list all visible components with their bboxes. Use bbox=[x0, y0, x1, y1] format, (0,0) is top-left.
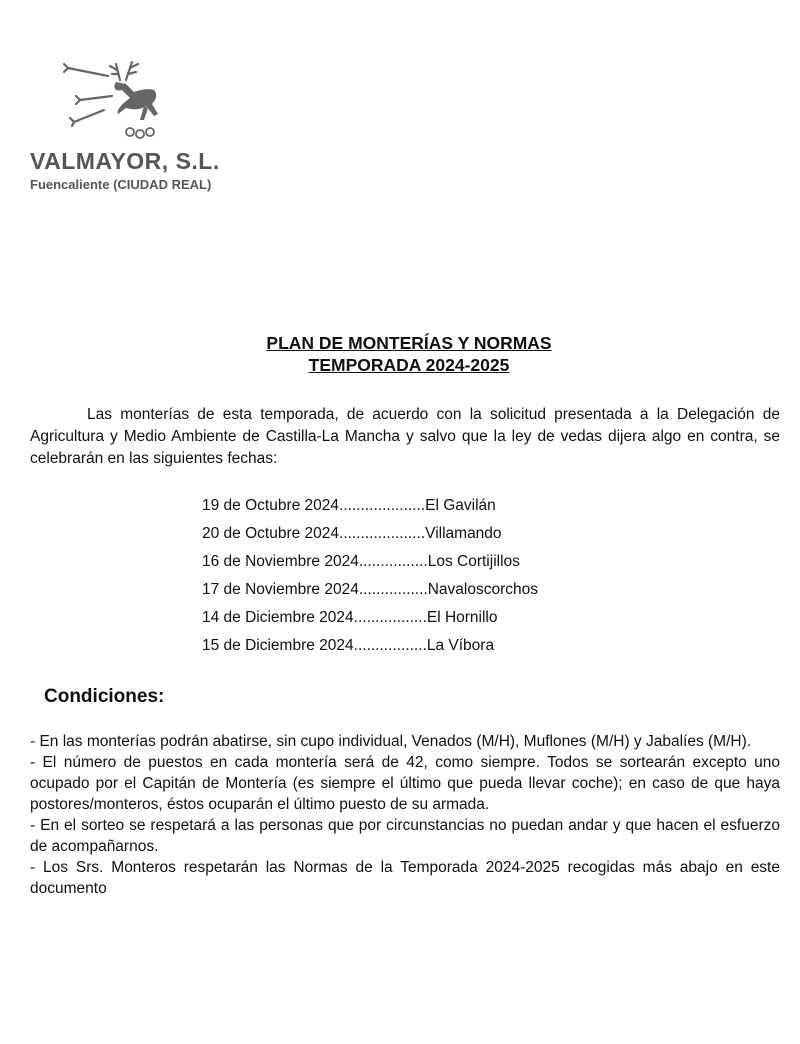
condition-item: - En las monterías podrán abatirse, sin cupo individual, Venados (M/H), Muflones (M/H) y Jabalíes (M/H). bbox=[30, 733, 752, 750]
list-item: 19 de Octubre 2024....................El Gavilán bbox=[202, 497, 496, 514]
list-item: 20 de Octubre 2024....................Villamando bbox=[202, 525, 502, 542]
hunt-dates-list bbox=[202, 494, 538, 662]
logo-icon bbox=[60, 58, 170, 148]
company-location: Fuencaliente (CIUDAD REAL) bbox=[30, 177, 212, 192]
condition-item: - En el sorteo se respetará a las personas que por circunstancias no puedan andar y que hacen el esfuerzo de acompañarnos. bbox=[30, 817, 780, 855]
document-title bbox=[0, 332, 800, 376]
title-line-1: PLAN DE MONTERÍAS Y NORMAS bbox=[266, 333, 552, 353]
list-item: 14 de Diciembre 2024.................El Hornillo bbox=[202, 609, 498, 626]
list-item: 17 de Noviembre 2024................Navaloscorchos bbox=[202, 581, 538, 598]
conditions-list bbox=[30, 731, 780, 899]
list-item: 16 de Noviembre 2024................Los Cortijillos bbox=[202, 553, 520, 570]
conditions-heading: Condiciones: bbox=[44, 686, 165, 707]
company-name: VALMAYOR, S.L. bbox=[30, 148, 220, 174]
list-item: 15 de Diciembre 2024.................La Víbora bbox=[202, 637, 495, 654]
condition-item: - El número de puestos en cada montería será de 42, como siempre. Todos se sortearán excepto uno ocupado por el Capitán de Montería (es siempre el último que pueda llevar coche); en caso de que haya postores/monteros, éstos ocuparán el último puesto de su armada. bbox=[30, 754, 780, 813]
title-line-2: TEMPORADA 2024-2025 bbox=[308, 355, 510, 375]
intro-paragraph: Las monterías de esta temporada, de acuerdo con la solicitud presentada a la Delegación de Agricultura y Medio Ambiente de Castilla-La Mancha y salvo que la ley de vedas dijera algo en contra, se celebrarán en las siguientes fechas: bbox=[30, 406, 780, 467]
condition-item: - Los Srs. Monteros respetarán las Normas de la Temporada 2024-2025 recogidas más abajo en este documento bbox=[30, 859, 780, 897]
